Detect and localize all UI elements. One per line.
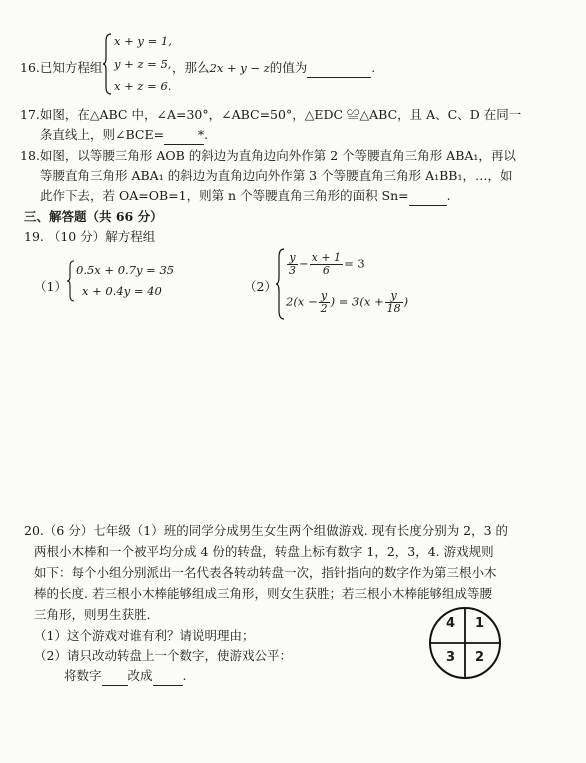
q17-answer-blank[interactable] — [164, 125, 204, 145]
left-brace-icon — [67, 260, 75, 302]
spinner-wheel — [428, 606, 502, 680]
q20-line2: 两根小木棒和一个被平均分成 4 份的转盘，转盘上标有数字 1，2，3，4. 游戏规则 — [34, 544, 494, 559]
spinner-sector-bottom-right: 2 — [475, 650, 485, 665]
q17-line2-wrap — [40, 125, 208, 145]
spinner-sector-top-left: 4 — [446, 616, 456, 631]
q20-sub3 — [64, 666, 187, 686]
q20-sub2: （2）请只改动转盘上一个数字，使游戏公平： — [34, 648, 292, 663]
q19-part2-eq2 — [286, 290, 408, 315]
q17-line2: 条直线上，则∠BCE= — [40, 127, 165, 142]
q16-eq2: y + z = 5, — [114, 57, 172, 71]
q18-end: . — [446, 188, 451, 203]
q16-answer-blank[interactable] — [307, 58, 371, 78]
q16-expr: 2x + y − z — [209, 61, 270, 75]
close-paren: ) — [403, 294, 409, 309]
fraction — [385, 290, 403, 315]
q19-part1-label: （1） — [34, 279, 67, 294]
denominator: 6 — [322, 264, 330, 278]
q17-blank-mark: * — [197, 127, 205, 142]
q18-answer-blank[interactable] — [409, 186, 447, 206]
q18-line1: 18.如图，以等腰三角形 AOB 的斜边为直角边向外作第 2 个等腰直角三角形 ABA₁，再以 — [20, 148, 516, 163]
spinner-sector-top-right: 1 — [475, 616, 485, 631]
lhs-part: 2(x − — [286, 294, 318, 309]
q20-line3: 如下：每个小组分别派出一名代表各转动转盘一次，指针指向的数字作为第三根小木 — [34, 565, 497, 580]
fraction — [319, 290, 330, 315]
fraction — [287, 252, 298, 277]
denominator: 18 — [386, 302, 401, 316]
q16-eq3: x + z = 6. — [114, 79, 172, 93]
q20-sub3-b: 改成 — [127, 668, 153, 683]
q19-title: 19. （10 分）解方程组 — [24, 229, 156, 244]
q18-line3-wrap — [40, 186, 451, 206]
q16-prefix: 16.已知方程组 — [20, 60, 103, 75]
q17-end: . — [204, 127, 209, 142]
minus-sign: − — [299, 256, 309, 271]
q20-sub3-end: . — [182, 668, 187, 683]
q17-line1: 17.如图，在△ABC 中，∠A=30°，∠ABC=50°，△EDC ≌△ABC，且 A、C、D 在同一 — [20, 107, 522, 122]
q20-line4: 棒的长度. 若三根小木棒能够组成三角形，则女生获胜；若三根小木棒能够组成等腰 — [34, 586, 492, 601]
numerator: x + 1 — [311, 251, 342, 264]
q16-question — [172, 58, 375, 78]
q16-brace — [103, 33, 113, 99]
spinner-sector-bottom-left: 3 — [446, 650, 456, 665]
q19-part2-label: （2） — [244, 279, 277, 294]
denominator: 2 — [320, 302, 328, 316]
denominator: 3 — [289, 264, 296, 278]
q20-line1: 20.（6 分）七年级（1）班的同学分成男生女生两个组做游戏. 现有长度分别为 2，3 的 — [24, 523, 509, 538]
rhs: = 3 — [344, 256, 365, 271]
left-brace-icon — [103, 33, 113, 95]
q16-end: . — [371, 60, 376, 75]
q16-middle: ，那么 — [172, 60, 210, 75]
q19-part1-eq1: 0.5x + 0.7y = 35 — [76, 263, 175, 277]
q19-part1-eq2: x + 0.4y = 40 — [82, 284, 162, 298]
q19-part2-eq1 — [286, 252, 365, 277]
q20-line5: 三角形，则男生获胜. — [34, 607, 151, 622]
numerator: y — [385, 290, 403, 303]
numerator: y — [287, 252, 298, 265]
q18-line3: 此作下去，若 OA=OB=1，则第 n 个等腰直角三角形的面积 Sn= — [40, 188, 409, 203]
spinner-circle-icon — [428, 606, 502, 680]
mid-part: ) = 3(x + — [330, 294, 384, 309]
numerator: y — [319, 290, 330, 303]
q19-part2-brace — [276, 248, 286, 324]
q20-digit-blank[interactable] — [102, 666, 128, 686]
section3-title: 三、解答题（共 66 分） — [24, 209, 163, 224]
q16-suffix: 的值为 — [269, 60, 308, 75]
q16-eq1: x + y = 1, — [114, 34, 172, 48]
fraction — [310, 252, 343, 277]
q20-sub3-a: 将数字 — [64, 668, 102, 683]
left-brace-icon — [276, 248, 286, 320]
q19-part1-brace — [67, 260, 75, 306]
q18-line2: 等腰直角三角形 ABA₁ 的斜边为直角边向外作第 3 个等腰直角三角形 A₁BB₁，…，如 — [40, 168, 513, 183]
q20-new-digit-blank[interactable] — [153, 666, 183, 686]
q20-sub1: （1）这个游戏对谁有利？请说明理由； — [34, 628, 255, 643]
